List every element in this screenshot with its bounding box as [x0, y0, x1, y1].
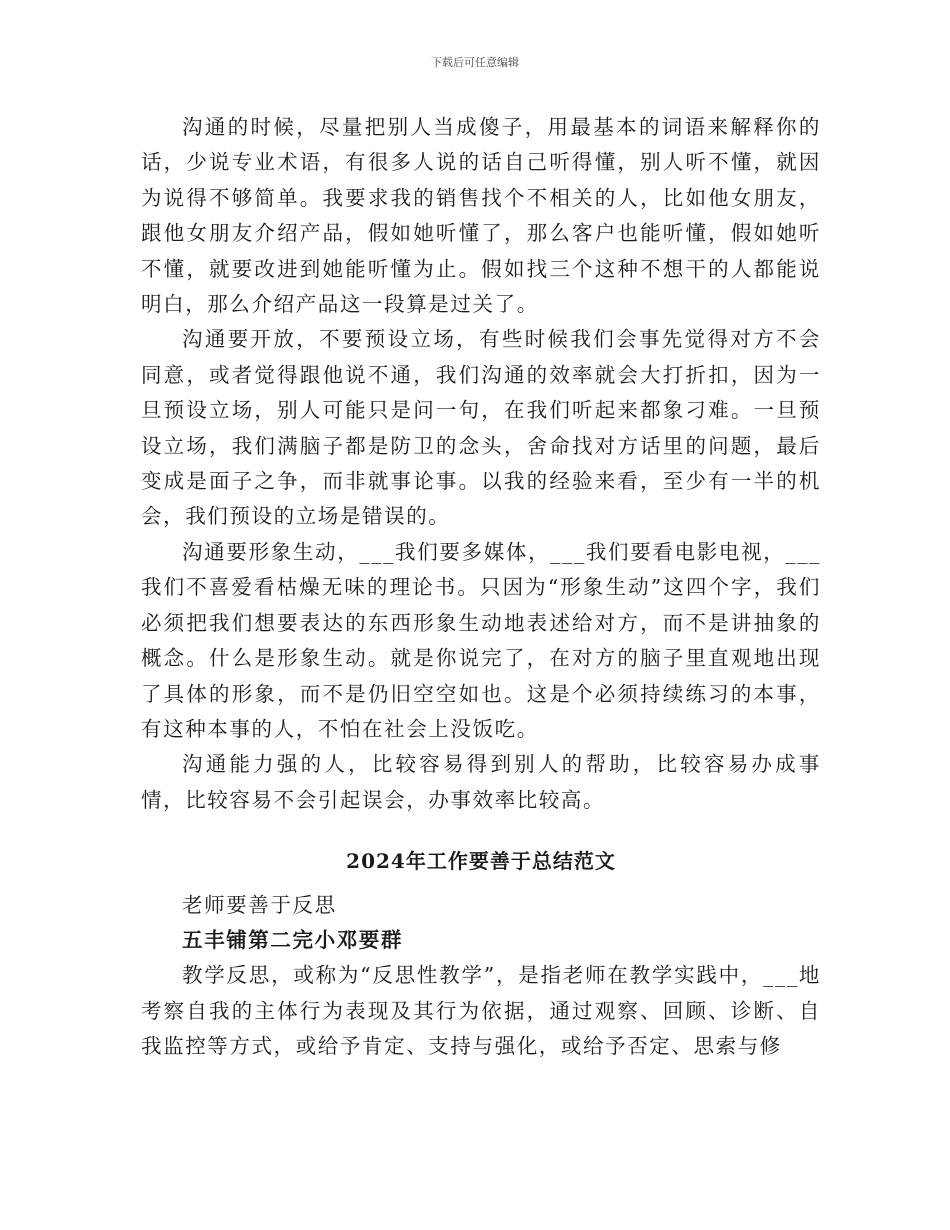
section-body: 教学反思，或称为“反思性教学”，是指老师在教学实践中，___地考察自我的主体行为表现及其行为依据，通过观察、回顾、诊断、自我监控等方式，或给予肯定、支持与强化，或给予否定、思索与修	[141, 963, 821, 1059]
document-body	[141, 110, 821, 1065]
paragraph-3: 沟通要形象生动，___我们要多媒体，___我们要看电影电视，___我们不喜爱看枯燥无味的理论书。只因为“形象生动”这四个字，我们必须把我们想要表达的东西形象生动地表述给对方，而不是讲抽象的概念。什么是形象生动。就是你说完了，在对方的脑子里直观地出现了具体的形象，而不是仍旧空空如也。这是个必须持续练习的本事，有这种本事的人，不怕在社会上没饭吃。	[141, 539, 821, 741]
paragraph-4: 沟通能力强的人，比较容易得到别人的帮助，比较容易办成事情，比较容易不会引起误会，办事效率比较高。	[141, 752, 821, 812]
header-note: 下载后可任意编辑	[431, 56, 519, 69]
paragraph-1: 沟通的时候，尽量把别人当成傻子，用最基本的词语来解释你的话，少说专业术语，有很多人说的话自己听得懂，别人听不懂，就因为说得不够简单。我要求我的销售找个不相关的人，比如他女朋友，跟他女朋友介绍产品，假如她听懂了，那么客户也能听懂，假如她听不懂，就要改进到她能听懂为止。假如找三个这种不想干的人都能说明白，那么介绍产品这一段算是过关了。	[141, 115, 821, 317]
paragraph-2: 沟通要开放，不要预设立场，有些时候我们会事先觉得对方不会同意，或者觉得跟他说不通，我们沟通的效率就会大打折扣，因为一旦预设立场，别人可能只是问一句，在我们听起来都象刁难。一旦预设立场，我们满脑子都是防卫的念头，舍命找对方话里的问题，最后变成是面子之争，而非就事论事。以我的经验来看，至少有一半的机会，我们预设的立场是错误的。	[141, 327, 821, 529]
section-author: 五丰铺第二完小邓要群	[182, 927, 403, 952]
section-title: 2024年工作要善于总结范文	[346, 849, 616, 874]
section-subtitle: 老师要善于反思	[182, 892, 337, 917]
